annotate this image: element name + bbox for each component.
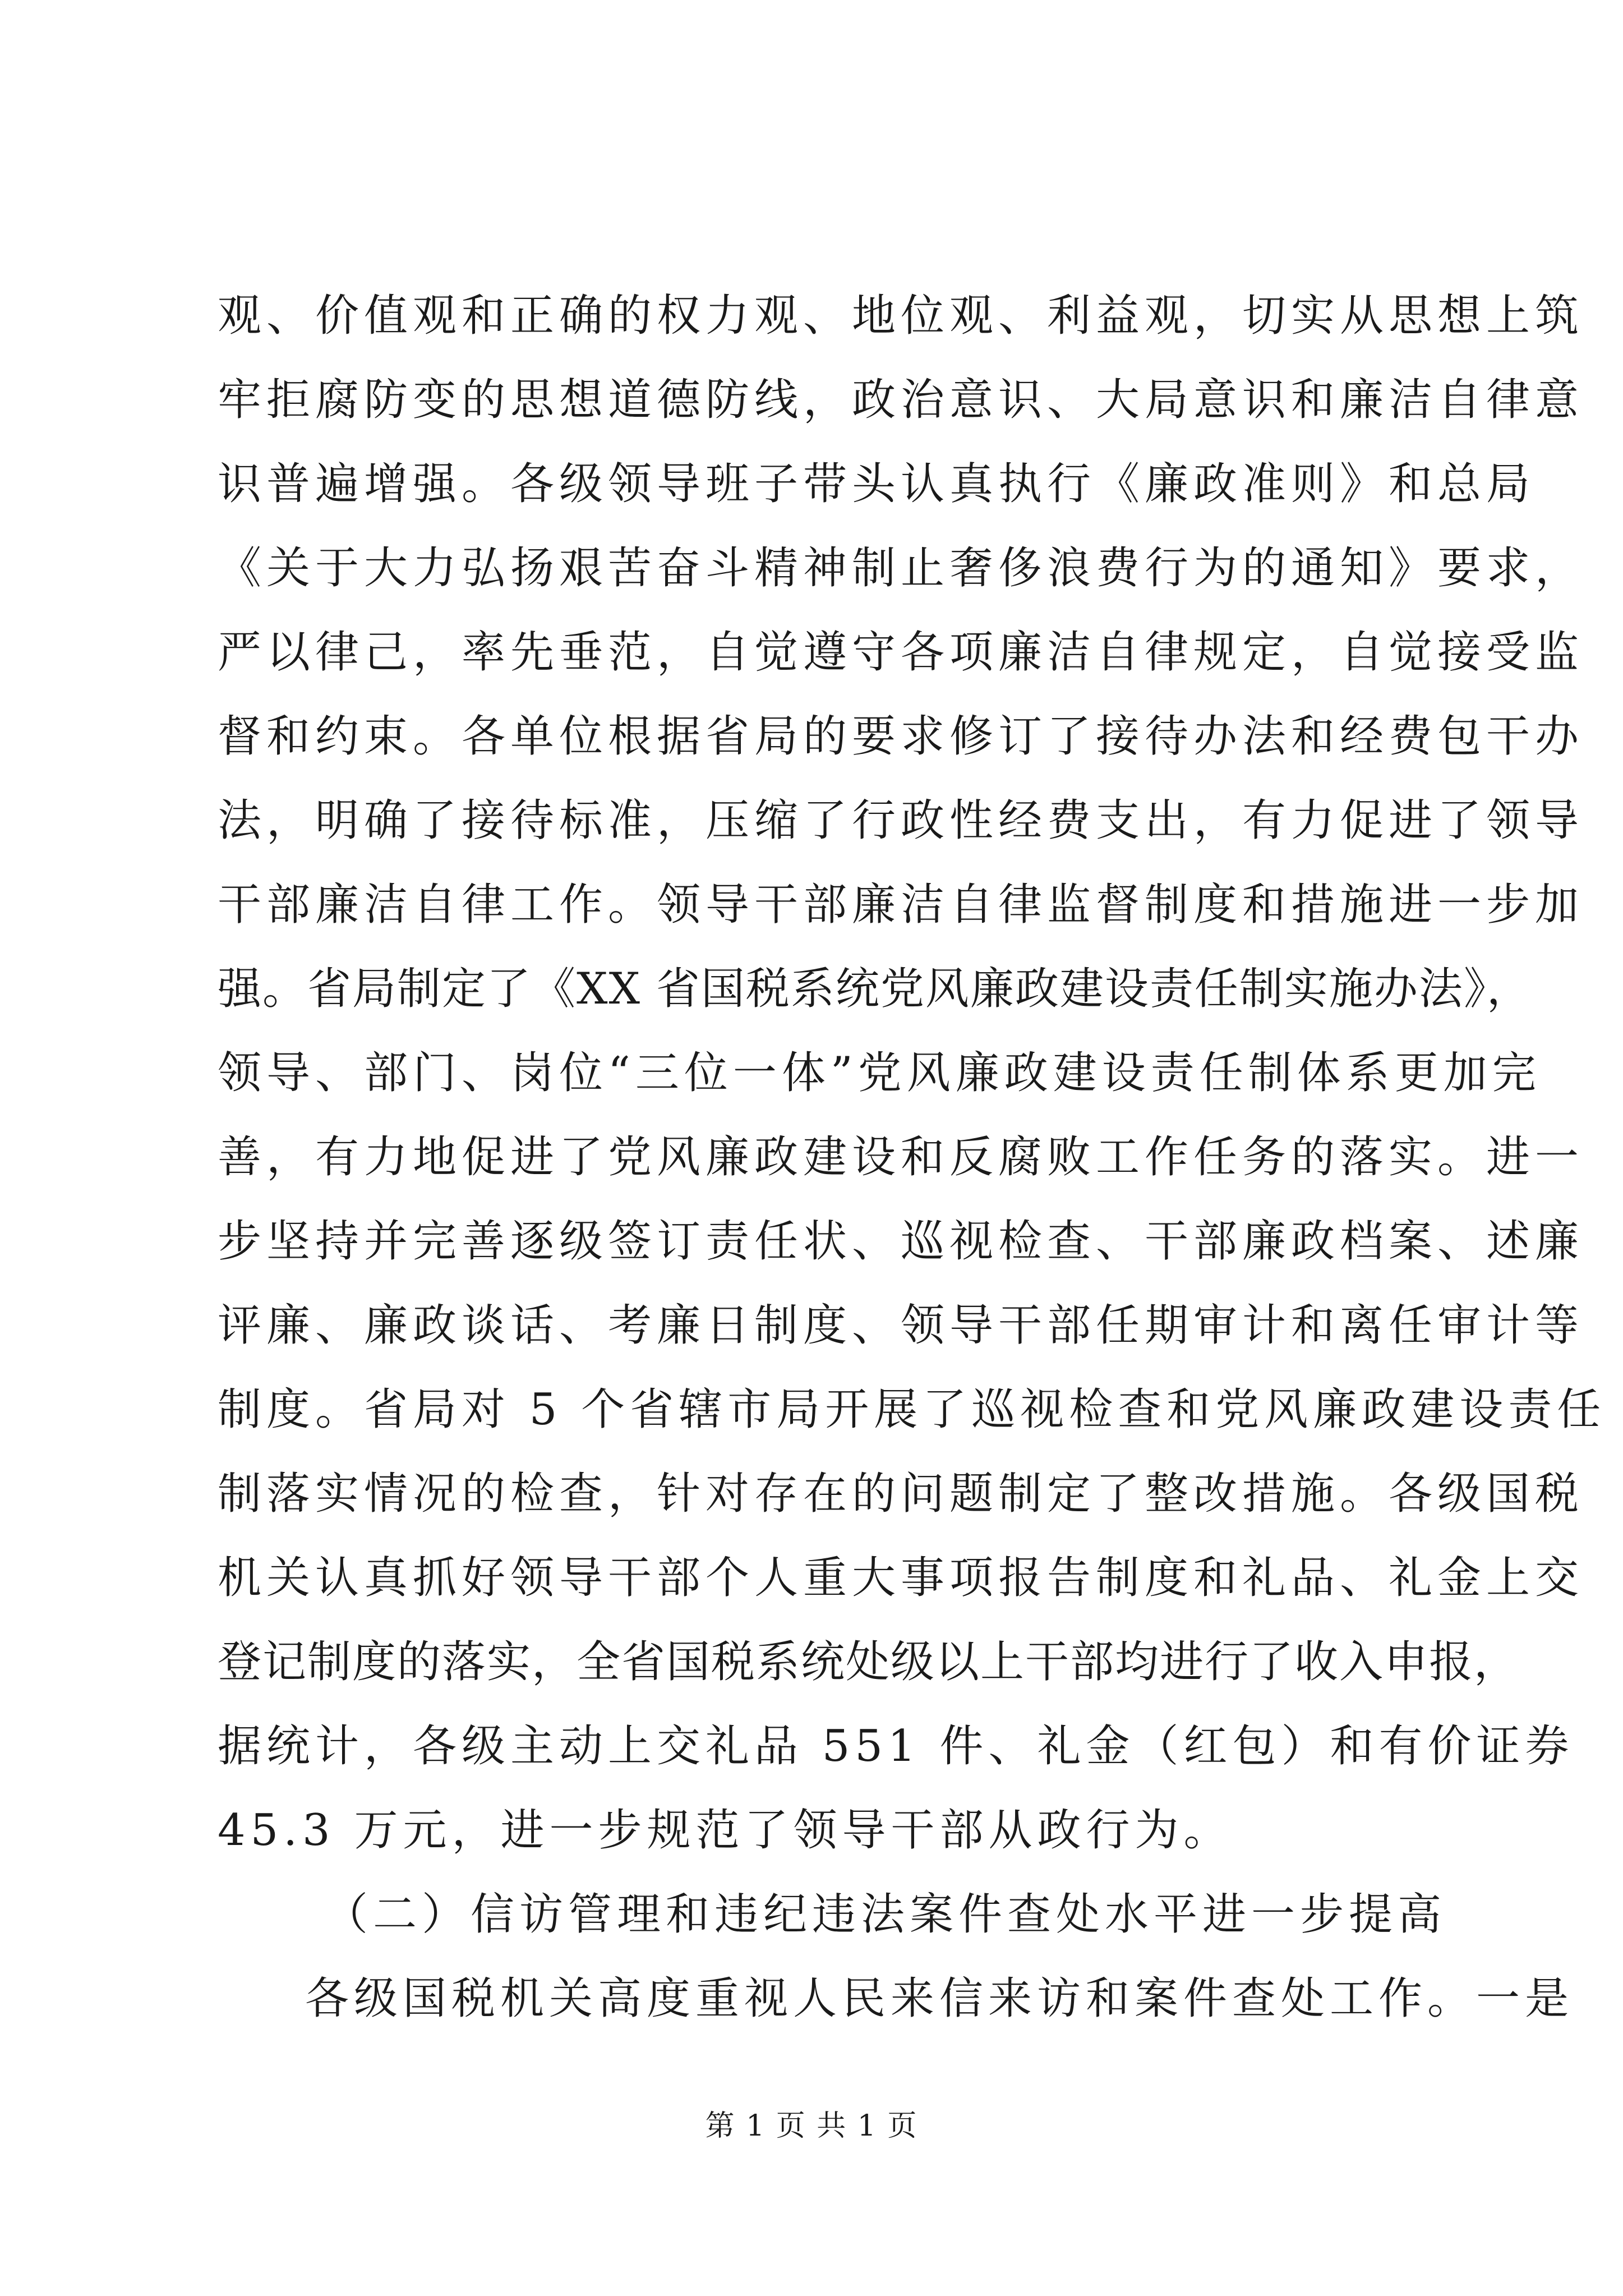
text-line: 登记制度的落实，全省国税系统处级以上干部均进行了收入申报，	[218, 1637, 1519, 1687]
text-line: 严以律己，率先垂范，自觉遵守各项廉洁自律规定，自觉接受监	[218, 627, 1584, 678]
text-line: 领导、部门、岗位“三位一体”党风廉政建设责任制体系更加完	[218, 1048, 1541, 1098]
text-line: 识普遍增强。各级领导班子带头认真执行《廉政准则》和总局	[218, 459, 1536, 509]
text-line: 督和约束。各单位根据省局的要求修订了接待办法和经费包干办	[218, 711, 1584, 762]
text-line: 机关认真抓好领导干部个人重大事项报告制度和礼品、礼金上交	[218, 1553, 1584, 1603]
text-line: 制度。省局对 5 个省辖市局开展了巡视检查和党风廉政建设责任	[218, 1384, 1606, 1435]
text-line: 观、价值观和正确的权力观、地位观、利益观，切实从思想上筑	[218, 291, 1584, 341]
paragraph-first-line: 各级国税机关高度重视人民来信来访和案件查处工作。一是	[305, 1973, 1574, 2024]
text-line: 制落实情况的检查，针对存在的问题制定了整改措施。各级国税	[218, 1469, 1584, 1519]
text-line: 强。省局制定了《XX 省国税系统党风廉政建设责任制实施办法》，	[218, 964, 1532, 1014]
text-line: 评廉、廉政谈话、考廉日制度、领导干部任期审计和离任审计等	[218, 1300, 1584, 1351]
text-line: 干部廉洁自律工作。领导干部廉洁自律监督制度和措施进一步加	[218, 880, 1584, 930]
text-line: 法，明确了接待标准，压缩了行政性经费支出，有力促进了领导	[218, 795, 1584, 846]
text-line: 45.3 万元，进一步规范了领导干部从政行为。	[218, 1805, 1233, 1856]
text-line: 步坚持并完善逐级签订责任状、巡视检查、干部廉政档案、述廉	[218, 1216, 1584, 1267]
page-number-footer: 第 1 页 共 1 页	[705, 2109, 918, 2143]
text-line: 牢拒腐防变的思想道德防线，政治意识、大局意识和廉洁自律意	[218, 375, 1584, 425]
text-line: 据统计，各级主动上交礼品 551 件、礼金（红包）和有价证券	[218, 1721, 1574, 1772]
text-line: 善，有力地促进了党风廉政建设和反腐败工作任务的落实。进一	[218, 1132, 1584, 1182]
text-line: 《关于大力弘扬艰苦奋斗精神制止奢侈浪费行为的通知》要求，	[218, 543, 1584, 593]
section-heading: （二）信访管理和违纪违法案件查处水平进一步提高	[324, 1889, 1447, 1940]
document-body	[218, 274, 1606, 2041]
